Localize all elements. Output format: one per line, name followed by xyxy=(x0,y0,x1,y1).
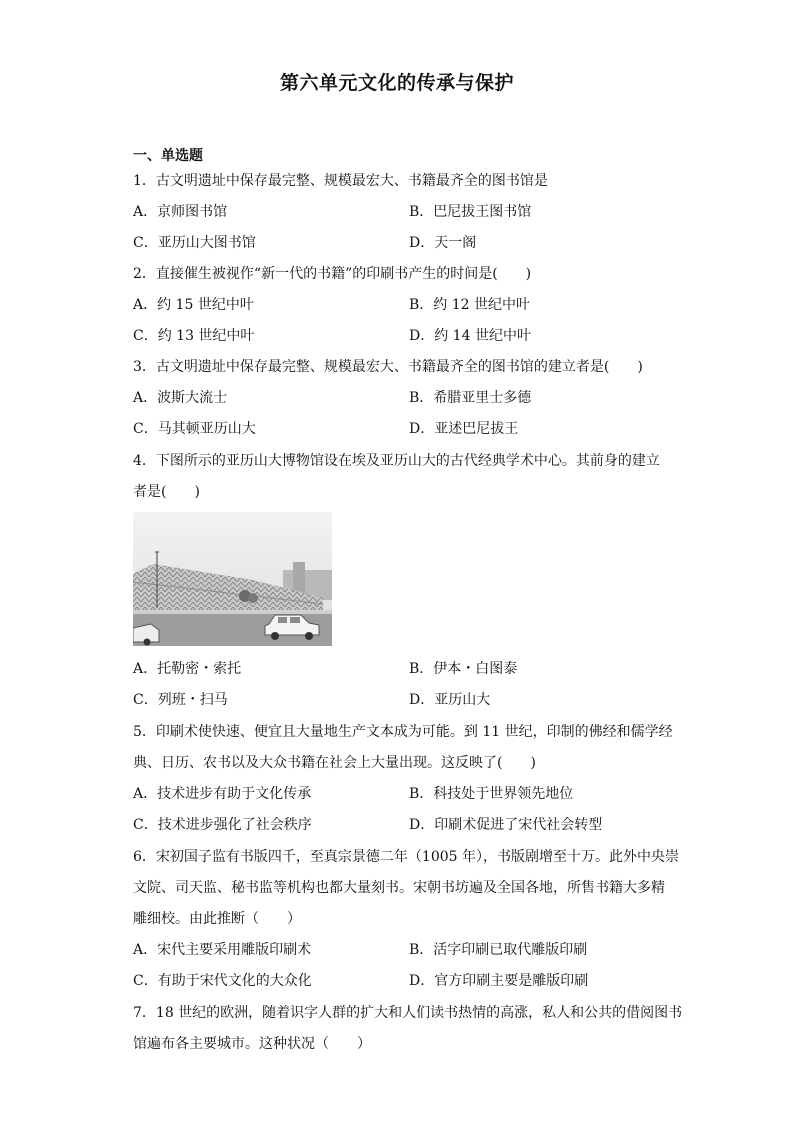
question-4-option-c: C．列班・扫马 xyxy=(133,692,228,708)
question-5-option-a: A．技术进步有助于文化传承 xyxy=(133,786,312,802)
question-3-option-b: B．希腊亚里士多德 xyxy=(409,390,532,406)
question-5-stem-line1: 5．印刷术使快速、便宜且大量地生产文本成为可能。到 11 世纪，印制的佛经和儒学经 xyxy=(133,724,673,740)
question-1-option-c: C．亚历山大图书馆 xyxy=(133,235,256,251)
question-1-option-a: A．京师图书馆 xyxy=(133,204,228,220)
question-6-option-c: C．有助于宋代文化的大众化 xyxy=(133,973,312,989)
question-6-stem-line1: 6．宋初国子监有书版四千，至真宗景德二年（1005 年），书版剧增至十万。此外中央崇 xyxy=(133,849,679,865)
question-5-stem-line2: 典、日历、农书以及大众书籍在社会上大量出现。这反映了( ) xyxy=(133,755,536,771)
question-7-stem-line2: 馆遍布各主要城市。这种状况（ ） xyxy=(133,1036,371,1052)
question-2-option-c: C．约 13 世纪中叶 xyxy=(133,328,255,344)
question-6-stem-line3: 雕细校。由此推断（ ） xyxy=(133,911,301,927)
question-3-option-c: C．马其顿亚历山大 xyxy=(133,421,256,437)
question-2-option-b: B．约 12 世纪中叶 xyxy=(409,297,531,313)
question-6-option-a: A．宋代主要采用雕版印刷术 xyxy=(133,942,312,958)
question-6-stem-line2: 文院、司天监、秘书监等机构也都大量刻书。宋朝书坊遍及全国各地，所售书籍大多精 xyxy=(133,880,665,896)
question-2-option-a: A．约 15 世纪中叶 xyxy=(133,297,254,313)
question-4-stem-line2: 者是( ) xyxy=(133,484,200,500)
question-4-stem-line1: 4．下图所示的亚历山大博物馆设在埃及亚历山大的古代经典学术中心。其前身的建立 xyxy=(133,453,660,469)
question-3-option-a: A．波斯大流士 xyxy=(133,390,228,406)
question-3-option-d: D．亚述巴尼拔王 xyxy=(409,421,519,437)
alexandria-library-photo xyxy=(133,512,332,646)
question-1-option-d: D．天一阁 xyxy=(409,235,477,251)
question-1-stem: 1．古文明遗址中保存最完整、规模最宏大、书籍最齐全的图书馆是 xyxy=(133,173,548,189)
question-2-stem: 2．直接催生被视作“新一代的书籍”的印刷书产生的时间是( ) xyxy=(133,266,532,282)
question-5-option-d: D．印刷术促进了宋代社会转型 xyxy=(409,817,603,833)
section-heading: 一、单选题 xyxy=(133,148,203,164)
question-6-option-d: D．官方印刷主要是雕版印刷 xyxy=(409,973,589,989)
question-5-option-b: B．科技处于世界领先地位 xyxy=(409,786,574,802)
page-title: 第六单元文化的传承与保护 xyxy=(279,72,514,94)
question-2-option-d: D．约 14 世纪中叶 xyxy=(409,328,531,344)
question-3-stem: 3．古文明遗址中保存最完整、规模最宏大、书籍最齐全的图书馆的建立者是( ) xyxy=(133,359,643,375)
question-4-option-b: B．伊本・白图泰 xyxy=(409,661,518,677)
question-4-option-d: D．亚历山大 xyxy=(409,692,491,708)
question-6-option-b: B．活字印刷已取代雕版印刷 xyxy=(409,942,588,958)
question-5-option-c: C．技术进步强化了社会秩序 xyxy=(133,817,312,833)
question-4-option-a: A．托勒密・索托 xyxy=(133,661,242,677)
question-7-stem-line1: 7．18 世纪的欧洲，随着识字人群的扩大和人们读书热情的高涨，私人和公共的借阅图书 xyxy=(133,1005,683,1021)
question-1-option-b: B．巴尼拔王图书馆 xyxy=(409,204,532,220)
